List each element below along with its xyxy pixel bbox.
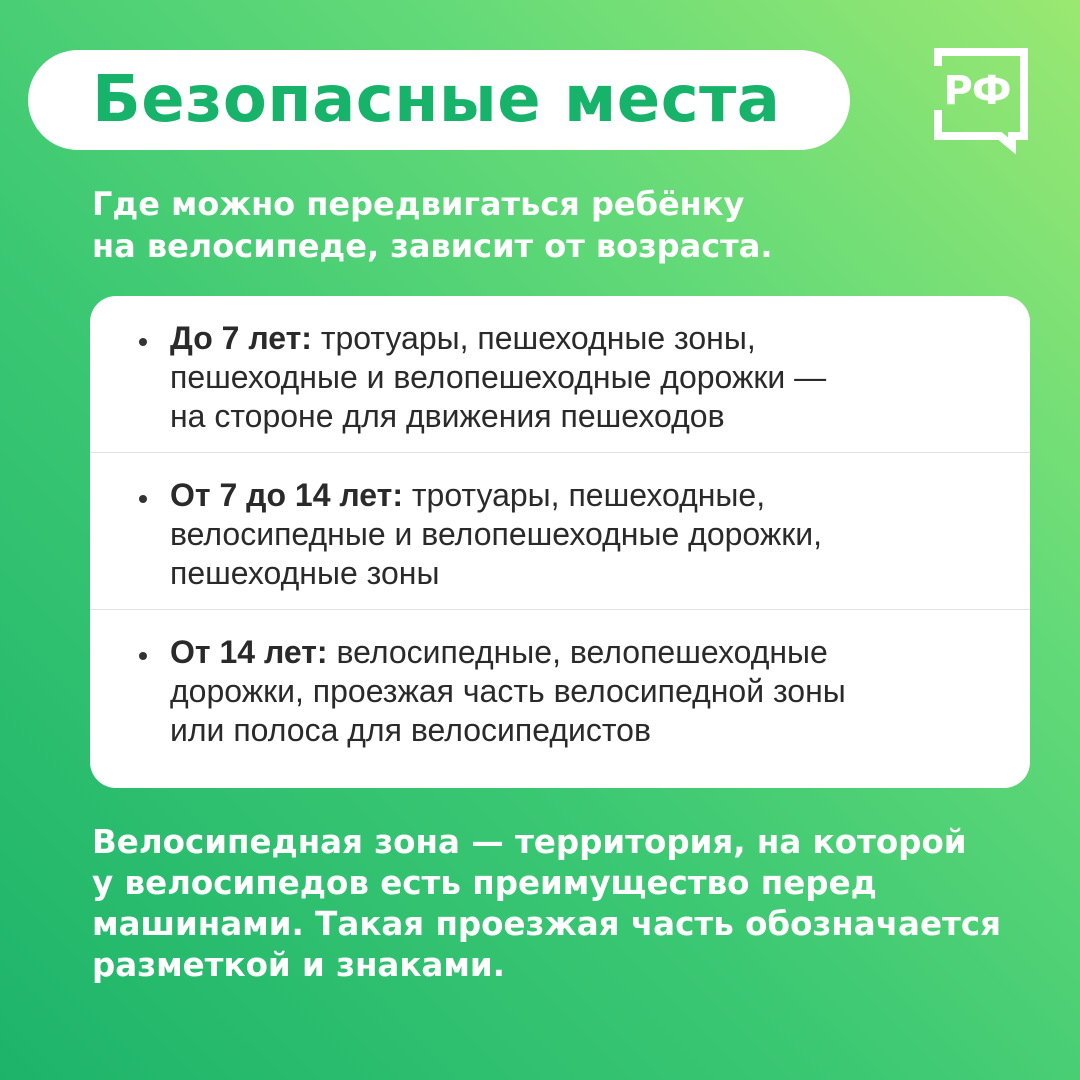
title-banner xyxy=(28,50,850,150)
age-rule-line: дорожки, проезжая часть велосипедной зоны xyxy=(170,673,846,709)
subtitle-line: Где можно передвигаться ребёнку xyxy=(92,185,745,223)
age-label: От 7 до 14 лет: xyxy=(170,477,403,513)
age-rule-text xyxy=(170,476,1000,593)
age-rule-line: велосипедные и велопешеходные дорожки, xyxy=(170,516,823,552)
age-rule-7-to-14 xyxy=(90,453,1030,610)
rf-logo xyxy=(930,46,1032,154)
bullet-icon xyxy=(139,495,147,503)
age-rule-over-14 xyxy=(90,610,1030,767)
age-rule-places: тротуары, пешеходные зоны, xyxy=(311,320,756,356)
age-rule-text xyxy=(170,319,1000,436)
bullet-icon xyxy=(139,652,147,660)
footer-line: разметкой и знаками. xyxy=(92,946,506,984)
age-rule-places: велосипедные, велопешеходные xyxy=(327,634,828,670)
age-rule-under-7 xyxy=(90,296,1030,453)
logo-text: РФ xyxy=(943,68,1011,114)
age-rule-line: или полоса для велосипедистов xyxy=(170,712,651,748)
age-rule-line xyxy=(170,476,1000,515)
age-rule-line: на стороне для движения пешеходов xyxy=(170,398,725,434)
bullet-icon xyxy=(139,338,147,346)
bike-zone-definition xyxy=(92,822,1052,986)
subtitle xyxy=(92,183,852,267)
age-label: До 7 лет: xyxy=(170,320,312,356)
age-label: От 14 лет: xyxy=(170,634,328,670)
footer-line: Велосипедная зона — территория, на которой xyxy=(92,823,967,861)
age-rule-line xyxy=(170,633,1000,672)
page-title: Безопасные места xyxy=(92,63,781,137)
footer-line: машинами. Такая проезжая часть обозначается xyxy=(92,905,1001,943)
age-rule-line xyxy=(170,319,1000,358)
age-rule-places: тротуары, пешеходные, xyxy=(402,477,766,513)
footer-line: у велосипедов есть преимущество перед xyxy=(92,864,877,902)
age-rule-text xyxy=(170,633,1000,750)
age-rule-line: пешеходные зоны xyxy=(170,555,440,591)
subtitle-line: на велосипеде, зависит от возраста. xyxy=(92,227,773,265)
age-rule-line: пешеходные и велопешеходные дорожки — xyxy=(170,359,827,395)
age-rules-card xyxy=(90,296,1030,788)
